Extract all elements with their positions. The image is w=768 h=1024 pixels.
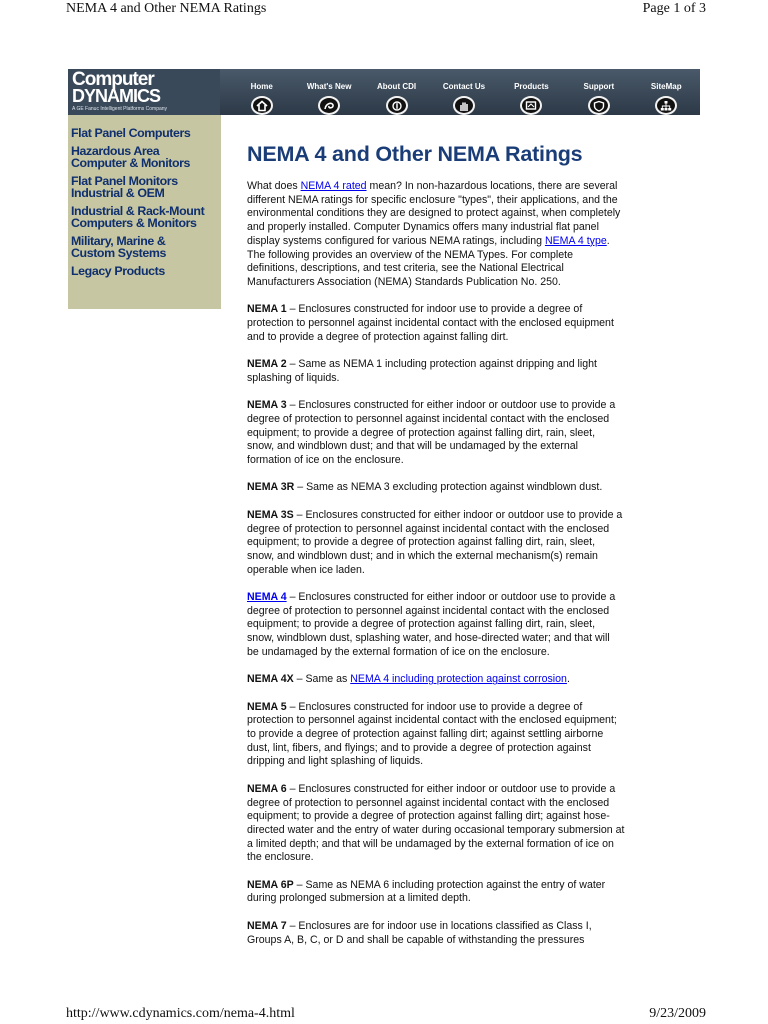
text-line	[247, 413, 677, 427]
rating-nema-7	[247, 920, 677, 947]
text-segment: and properly installed. Computer Dynamics offers many industrial flat panel	[247, 221, 599, 234]
text-segment: – Enclosures are for indoor use in locations classified as Class I,	[286, 919, 592, 932]
text-segment: dust, lint, fibers, and flyings; and to provide a degree of protection against	[247, 741, 591, 754]
rating-label: NEMA 6	[247, 782, 287, 795]
rating-nema-3r	[247, 481, 677, 495]
text-segment: degree of protection to personnel against incidental contact with the enclosed	[247, 796, 610, 809]
product-sidebar	[68, 115, 221, 309]
nav-item-support[interactable]	[565, 69, 632, 115]
rating-label: NEMA 3	[247, 399, 287, 412]
sidebar-item-label: Legacy Products	[71, 263, 165, 278]
text-line	[247, 536, 677, 550]
text-segment: and to provide a degree of protection against falling dirt.	[247, 330, 509, 343]
rating-label: NEMA 1	[247, 303, 287, 316]
text-line	[247, 838, 677, 852]
text-line	[247, 646, 677, 660]
text-line	[247, 481, 677, 495]
text-line	[247, 358, 677, 372]
rating-nema-5	[247, 701, 677, 770]
intro-paragraph	[247, 180, 677, 290]
text-line	[247, 879, 677, 893]
text-segment: – Enclosures constructed for either indoor or outdoor use to provide a	[293, 508, 623, 521]
nav-item-about-cdi[interactable]	[363, 69, 430, 115]
rating-nema-1	[247, 303, 677, 344]
text-line	[247, 221, 677, 235]
rating-nema-6	[247, 783, 677, 865]
text-segment: directed water and the entry of water during occasional temporary submersion at	[247, 823, 625, 836]
nav-label: SiteMap	[650, 82, 682, 91]
text-line	[247, 276, 677, 290]
text-segment: Groups A, B, C, or D and shall be capable of withstanding the pressures	[247, 933, 585, 946]
print-header-page: Page 1 of 3	[642, 1, 706, 16]
text-segment: equipment; to provide a degree of protection against falling dirt; against hose-	[247, 810, 610, 823]
text-segment: the enclosure.	[247, 851, 314, 864]
inline-link[interactable]: NEMA 4 including protection against corrosion	[350, 673, 567, 686]
house-icon	[251, 96, 273, 115]
sidebar-item-hazardous-area[interactable]	[71, 145, 221, 170]
text-segment: definitions, descriptions, and test criteria, see the National Electrical	[247, 262, 564, 275]
nav-item-home[interactable]	[228, 69, 295, 115]
rating-label: NEMA 3R	[247, 481, 295, 494]
text-line	[247, 317, 677, 331]
rating-nema-4	[247, 591, 677, 660]
sidebar-item-label: Computer & Monitors	[71, 156, 191, 170]
text-segment: – Enclosures constructed for either indoor or outdoor use to provide a	[286, 399, 616, 412]
text-line	[247, 207, 677, 221]
logo-line1: Computer	[72, 69, 154, 90]
text-line	[247, 427, 677, 441]
sidebar-item-legacy-products[interactable]	[71, 265, 221, 278]
inline-link[interactable]: NEMA 4 rated	[300, 180, 367, 192]
sidebar-item-label: Custom Systems	[71, 246, 166, 260]
text-segment: – Enclosures constructed for either indoor or outdoor use to provide a	[286, 591, 616, 603]
sidebar-item-label: Industrial & OEM	[71, 186, 165, 200]
text-segment: Manufacturers Association (NEMA) Standards Publication No. 250.	[247, 275, 561, 288]
text-line	[247, 372, 677, 386]
sitemap-icon	[655, 96, 677, 115]
ratings-list	[247, 303, 677, 947]
hand-icon	[453, 96, 475, 115]
text-line	[247, 714, 677, 728]
text-line	[247, 440, 677, 454]
text-segment: mean? In non-hazardous locations, there are several	[366, 180, 618, 192]
rating-label-link[interactable]: NEMA 4	[247, 591, 287, 603]
nav-label: Products	[514, 82, 549, 91]
text-line	[247, 851, 677, 865]
text-line	[247, 824, 677, 838]
text-line	[247, 564, 677, 578]
text-segment: – Same as NEMA 1 including protection against dripping and light	[286, 358, 597, 371]
sidebar-item-label: Flat Panel Monitors	[71, 173, 178, 188]
rating-nema-3s	[247, 509, 677, 578]
print-footer	[66, 1006, 706, 1022]
main-content	[247, 139, 677, 961]
text-line	[247, 728, 677, 742]
text-segment: – Same as NEMA 6 including protection against the entry of water	[293, 878, 606, 891]
text-segment: to provide a degree of protection against falling dirt; against settling airborne	[247, 728, 604, 740]
text-line	[247, 249, 677, 263]
text-segment: a limited depth; and that will be undamaged by the external formation of ice on	[247, 837, 614, 850]
rating-label: NEMA 7	[247, 919, 287, 932]
nav-item-what-s-new[interactable]	[295, 69, 362, 115]
monitor-icon	[520, 96, 542, 115]
text-line	[247, 303, 677, 317]
text-line	[247, 742, 677, 756]
text-line	[247, 235, 677, 249]
text-segment: snow, windblown dust, splashing water, and hose-directed water; and that will	[247, 632, 610, 645]
text-segment: equipment; to provide a degree of protection against falling dirt, rain, sleet,	[247, 426, 596, 439]
text-segment: – Same as NEMA 3 excluding protection against windblown dust.	[294, 481, 603, 494]
text-segment: – Same as	[293, 673, 351, 686]
nav-item-sitemap[interactable]	[633, 69, 700, 115]
text-segment: The following provides an overview of the NEMA Types. For complete	[247, 248, 574, 261]
text-line	[247, 523, 677, 537]
swirl-icon	[318, 96, 340, 115]
text-line	[247, 810, 677, 824]
sidebar-item-label: Hazardous Area	[71, 143, 160, 158]
text-segment: – Enclosures constructed for indoor use to provide a degree of	[286, 700, 583, 713]
rating-nema-6p	[247, 879, 677, 906]
page-title: NEMA 4 and Other NEMA Ratings	[247, 142, 583, 166]
print-header	[66, 1, 706, 17]
text-line	[247, 454, 677, 468]
rating-label: NEMA 2	[247, 358, 287, 371]
nav-item-contact-us[interactable]	[430, 69, 497, 115]
print-footer-url: http://www.cdynamics.com/nema-4.html	[66, 1006, 295, 1021]
text-segment: operable when ice laden.	[247, 563, 365, 576]
text-segment: different NEMA ratings for specific enclosure "types", their applications, and the	[247, 193, 618, 206]
text-segment: snow, and windblown dust; and that will be undamaged by the external	[247, 440, 578, 453]
sidebar-item-military-marine[interactable]	[71, 235, 221, 260]
text-line	[247, 194, 677, 208]
text-line	[247, 701, 677, 715]
text-segment: protection to personnel against incidental contact with the enclosed equipment	[247, 317, 614, 330]
text-line	[247, 892, 677, 906]
info-icon	[386, 96, 408, 115]
text-segment: What does	[247, 180, 301, 192]
text-line	[247, 331, 677, 345]
text-line	[247, 591, 677, 605]
text-segment: degree of protection to personnel against incidental contact with the enclosed	[247, 522, 610, 535]
text-segment: – Enclosures constructed for either indoor or outdoor use to provide a	[286, 782, 616, 795]
text-segment: equipment; to provide a degree of protection against falling dirt, rain, sleet,	[247, 618, 596, 631]
text-segment: .	[606, 234, 610, 247]
nav-label: About CDI	[377, 82, 417, 91]
nav-label: Support	[583, 82, 615, 91]
rating-label: NEMA 3S	[247, 508, 294, 521]
rating-nema-2	[247, 358, 677, 385]
text-segment: display systems configured for various NEMA ratings, including	[247, 234, 545, 247]
text-line	[247, 399, 677, 413]
text-line	[247, 920, 677, 934]
sidebar-item-label: Flat Panel Computers	[71, 126, 191, 140]
print-footer-date: 9/23/2009	[649, 1006, 706, 1021]
print-header-title: NEMA 4 and Other NEMA Ratings	[66, 1, 267, 16]
text-segment: splashing of liquids.	[247, 371, 340, 384]
text-line	[247, 797, 677, 811]
text-segment: dripping and light splashing of liquids.	[247, 755, 424, 768]
text-segment: degree of protection to personnel against incidental contact with the enclosed	[247, 412, 610, 425]
sidebar-item-label: Military, Marine &	[71, 233, 166, 248]
text-line	[247, 618, 677, 632]
text-segment: protection to personnel against incidental contact with the enclosed equipment;	[247, 714, 617, 727]
text-segment: – Enclosures constructed for indoor use to provide a degree of	[286, 303, 583, 316]
text-line	[247, 509, 677, 523]
sidebar-item-flat-panel-monitors[interactable]	[71, 175, 221, 200]
text-segment: during prolonged submersion at a limited depth.	[247, 892, 471, 905]
text-segment: formation of ice on the enclosure.	[247, 454, 404, 467]
text-segment: degree of protection to personnel against incidental contact with the enclosed	[247, 604, 610, 617]
text-line	[247, 934, 677, 948]
shield-icon	[588, 96, 610, 115]
sidebar-item-label: Industrial & Rack-Mount	[71, 203, 205, 218]
text-line	[247, 783, 677, 797]
text-line	[247, 180, 677, 194]
rating-nema-4x	[247, 673, 677, 687]
nav-label: Home	[250, 82, 273, 91]
rating-nema-3	[247, 399, 677, 468]
text-segment: .	[566, 673, 570, 686]
site-banner	[68, 69, 700, 115]
text-line	[247, 550, 677, 564]
text-segment: environmental conditions they are designed to protect against, when completely	[247, 207, 621, 220]
rating-label: NEMA 4X	[247, 673, 294, 686]
rating-label: NEMA 5	[247, 700, 287, 713]
inline-link[interactable]: NEMA 4 type	[544, 234, 607, 247]
top-nav	[228, 69, 700, 115]
text-segment: snow, and windblown dust; and in which the external mechanism(s) remain	[247, 549, 598, 562]
nav-label: Contact Us	[442, 82, 486, 91]
sidebar-item-flat-panel-computers[interactable]	[71, 127, 221, 140]
text-line	[247, 673, 677, 687]
text-segment: equipment; to provide a degree of protection against falling dirt, rain, sleet,	[247, 536, 596, 549]
text-line	[247, 755, 677, 769]
text-segment: be undamaged by the external formation of ice on the enclosure.	[247, 645, 550, 658]
company-logo[interactable]	[68, 69, 220, 115]
sidebar-item-label: Computers & Monitors	[71, 216, 197, 230]
text-line	[247, 632, 677, 646]
nav-item-products[interactable]	[498, 69, 565, 115]
logo-line2: DYNAMICS	[72, 86, 161, 106]
text-line	[247, 262, 677, 276]
nav-label: What's New	[306, 82, 352, 91]
logo-tagline: A GE Fanuc Intelligent Platforms Company	[72, 106, 168, 112]
sidebar-item-industrial-rack-mount[interactable]	[71, 205, 221, 230]
text-line	[247, 605, 677, 619]
rating-label: NEMA 6P	[247, 878, 294, 891]
